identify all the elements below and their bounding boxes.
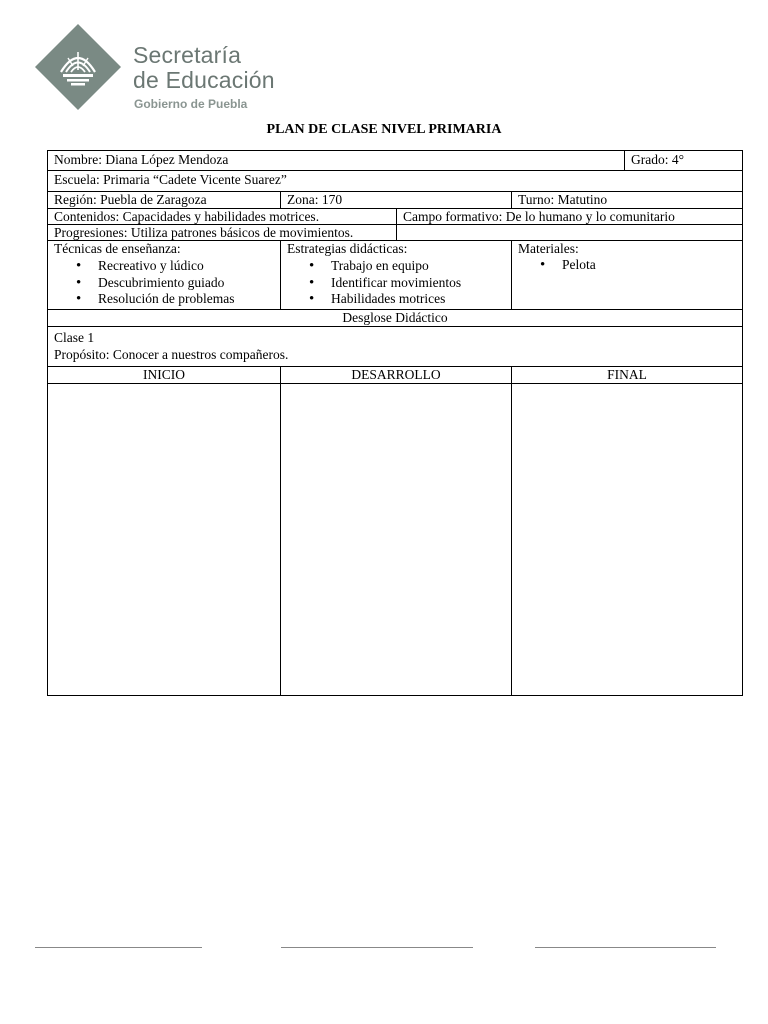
- row-nombre: [47, 150, 743, 171]
- nombre-cell: Nombre: Diana López Mendoza: [54, 152, 229, 167]
- class-plan-table: [47, 150, 743, 696]
- progresiones-empty-cell: [396, 225, 742, 240]
- row-column-content: [47, 384, 743, 696]
- tecnicas-label: Técnicas de enseñanza:: [54, 241, 181, 256]
- contenidos-cell: Contenidos: Capacidades y habilidades motrices.: [54, 209, 320, 224]
- signature-line: [281, 947, 473, 948]
- materiales-list: [518, 257, 736, 274]
- list-item: • Trabajo en equipo: [331, 258, 505, 275]
- row-desglose: [47, 310, 743, 327]
- materiales-cell: [511, 241, 742, 309]
- campo-formativo-cell: Campo formativo: De lo humano y lo comunitario: [396, 209, 742, 224]
- list-item: • Habilidades motrices: [331, 291, 505, 308]
- row-tecnicas: [47, 241, 743, 310]
- estrategias-list: [287, 258, 505, 308]
- secretaria-logo: [33, 22, 293, 114]
- inicio-content: [48, 384, 280, 695]
- row-progresiones: [47, 225, 743, 241]
- tecnicas-cell: [48, 241, 280, 309]
- desarrollo-content: [280, 384, 511, 695]
- row-region: [47, 192, 743, 209]
- signature-line: [35, 947, 202, 948]
- final-header: FINAL: [511, 367, 742, 383]
- zona-cell: Zona: 170: [280, 192, 511, 208]
- desglose-heading: Desglose Didáctico: [342, 310, 448, 325]
- list-item: • Pelota: [562, 257, 736, 274]
- document-title: PLAN DE CLASE NIVEL PRIMARIA: [266, 122, 502, 137]
- proposito-label: Propósito: Conocer a nuestros compañeros.: [54, 346, 289, 362]
- escuela-cell: Escuela: Primaria “Cadete Vicente Suarez”: [54, 172, 287, 187]
- list-item: • Descubrimiento guiado: [98, 275, 274, 292]
- logo-text-educacion: de Educación: [133, 67, 275, 93]
- final-content: [511, 384, 742, 695]
- progresiones-cell: Progresiones: Utiliza patrones básicos de movimientos.: [54, 225, 354, 240]
- list-item: • Recreativo y lúdico: [98, 258, 274, 275]
- clase-cell: [48, 327, 742, 366]
- row-escuela: [47, 171, 743, 192]
- logo-text-secretaria: Secretaría: [133, 42, 242, 68]
- estrategias-label: Estrategias didácticas:: [287, 241, 408, 256]
- region-cell: Región: Puebla de Zaragoza: [54, 192, 207, 207]
- estrategias-cell: [280, 241, 511, 309]
- materiales-label: Materiales:: [518, 241, 579, 256]
- row-column-headers: [47, 367, 743, 384]
- list-item: • Identificar movimientos: [331, 275, 505, 292]
- grado-cell: Grado: 4°: [624, 151, 742, 170]
- signature-line: [535, 947, 716, 948]
- secretaria-emblem-icon: [33, 22, 123, 112]
- list-item: • Resolución de problemas: [98, 291, 274, 308]
- desarrollo-header: DESARROLLO: [280, 367, 511, 383]
- signature-lines: [0, 947, 768, 949]
- tecnicas-list: [54, 258, 274, 308]
- row-clase: [47, 327, 743, 367]
- row-contenidos: [47, 209, 743, 225]
- logo-text-gobierno: Gobierno de Puebla: [134, 97, 248, 111]
- clase-label: Clase 1: [54, 330, 95, 345]
- turno-cell: Turno: Matutino: [511, 192, 742, 208]
- inicio-header: INICIO: [143, 367, 185, 382]
